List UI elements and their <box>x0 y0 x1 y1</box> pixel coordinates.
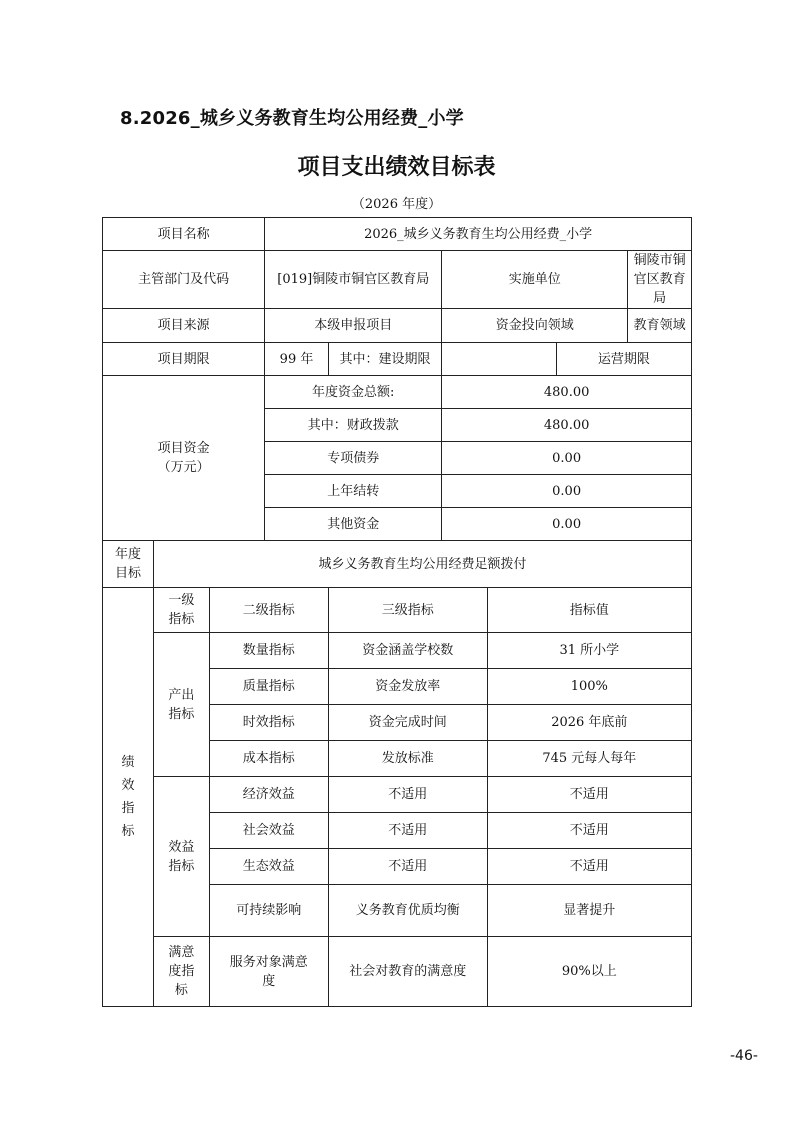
annual-goal-row <box>103 541 692 588</box>
indicator-header-row <box>103 588 692 633</box>
indicator-value: 745 元每人每年 <box>487 741 691 777</box>
annual-goal-label: 年度 目标 <box>103 541 154 588</box>
source-value: 本级申报项目 <box>265 309 442 343</box>
indicator-value: 100% <box>487 669 691 705</box>
funds-row-value: 0.00 <box>442 475 692 508</box>
satisfaction-indicator-label: 满意 度指 标 <box>154 937 210 1007</box>
fiscal-year: （2026 年度） <box>351 197 442 212</box>
page-number: -46- <box>730 1048 758 1064</box>
project-name-row <box>103 218 692 251</box>
dept-value: [019]铜陵市铜官区教育局 <box>265 251 442 309</box>
indicator-level3: 不适用 <box>328 849 487 885</box>
indicator-row <box>103 937 692 1007</box>
indicator-level3: 社会对教育的满意度 <box>328 937 487 1007</box>
document-heading: 8.2026_城乡义务教育生均公用经费_小学 <box>120 108 464 129</box>
source-label: 项目来源 <box>103 309 265 343</box>
header-level1: 一级 指标 <box>154 588 210 633</box>
indicator-level2: 可持续影响 <box>209 885 328 937</box>
header-value: 指标值 <box>487 588 691 633</box>
dept-label: 主管部门及代码 <box>103 251 265 309</box>
indicator-level3: 不适用 <box>328 777 487 813</box>
domain-value: 教育领域 <box>628 309 692 343</box>
header-level2: 二级指标 <box>209 588 328 633</box>
indicator-row <box>103 633 692 669</box>
funds-row-label: 年度资金总额: <box>265 376 442 409</box>
funds-row-label: 专项债券 <box>265 442 442 475</box>
build-period-value <box>442 343 557 376</box>
funds-row-value: 0.00 <box>442 442 692 475</box>
table-title: 项目支出绩效目标表 <box>297 155 496 180</box>
indicator-level2: 生态效益 <box>209 849 328 885</box>
indicator-level3: 义务教育优质均衡 <box>328 885 487 937</box>
indicator-value: 不适用 <box>487 777 691 813</box>
funds-row-label: 上年结转 <box>265 475 442 508</box>
indicator-level2: 时效指标 <box>209 705 328 741</box>
indicator-level2: 社会效益 <box>209 813 328 849</box>
indicator-level2: 服务对象满意 度 <box>209 937 328 1007</box>
indicator-level2: 质量指标 <box>209 669 328 705</box>
unit-label: 实施单位 <box>442 251 628 309</box>
indicator-level3: 资金涵盖学校数 <box>328 633 487 669</box>
ops-period-label: 运营期限 <box>556 343 691 376</box>
indicator-value: 显著提升 <box>487 885 691 937</box>
indicator-value: 不适用 <box>487 849 691 885</box>
indicator-value: 不适用 <box>487 813 691 849</box>
funds-row-label: 其他资金 <box>265 508 442 541</box>
source-row <box>103 309 692 343</box>
indicator-level3: 不适用 <box>328 813 487 849</box>
funds-row-label: 其中：财政拨款 <box>265 409 442 442</box>
indicator-value: 90%以上 <box>487 937 691 1007</box>
period-value: 99 年 <box>265 343 329 376</box>
project-name-value: 2026_城乡义务教育生均公用经费_小学 <box>265 218 692 251</box>
department-row <box>103 251 692 309</box>
annual-goal-text: 城乡义务教育生均公用经费足额拨付 <box>154 541 692 588</box>
indicator-value: 31 所小学 <box>487 633 691 669</box>
indicator-level3: 资金发放率 <box>328 669 487 705</box>
unit-value: 铜陵市铜官区教育局 <box>628 251 692 309</box>
indicator-level2: 经济效益 <box>209 777 328 813</box>
indicator-level3: 资金完成时间 <box>328 705 487 741</box>
indicator-row <box>103 777 692 813</box>
header-level3: 三级指标 <box>328 588 487 633</box>
indicators-section-label: 绩 效 指 标 <box>103 588 154 1007</box>
period-label: 项目期限 <box>103 343 265 376</box>
project-name-label: 项目名称 <box>103 218 265 251</box>
funds-row <box>103 376 692 409</box>
output-indicator-label: 产出 指标 <box>154 633 210 777</box>
funds-row-value: 0.00 <box>442 508 692 541</box>
indicator-level3: 发放标准 <box>328 741 487 777</box>
period-row <box>103 343 692 376</box>
performance-goal-table <box>102 217 692 1007</box>
indicator-level2: 数量指标 <box>209 633 328 669</box>
funds-row-value: 480.00 <box>442 409 692 442</box>
build-period-label: 其中：建设期限 <box>328 343 441 376</box>
indicator-value: 2026 年底前 <box>487 705 691 741</box>
funds-label: 项目资金 （万元） <box>103 376 265 541</box>
benefit-indicator-label: 效益 指标 <box>154 777 210 937</box>
indicator-level2: 成本指标 <box>209 741 328 777</box>
funds-row-value: 480.00 <box>442 376 692 409</box>
domain-label: 资金投向领域 <box>442 309 628 343</box>
